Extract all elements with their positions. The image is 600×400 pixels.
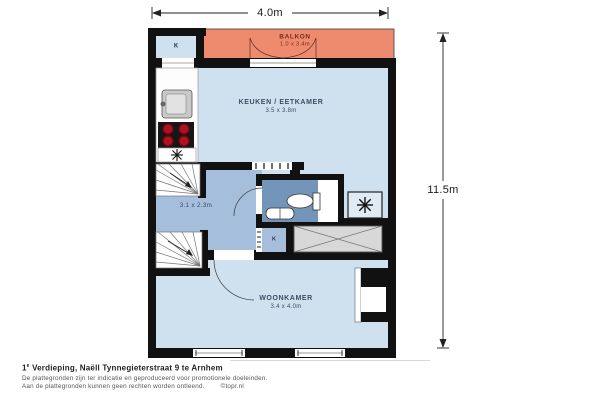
staircase-lower [156,232,202,268]
kitchen-block [156,68,198,162]
footer [22,363,582,392]
faucet-icon [161,102,166,107]
footer-divider [230,360,430,361]
room-label-woonkamer: WOONKAMER 3.4 x 4.0m [259,294,313,310]
plan-title: 1e Verdieping, Naëll Tynnegieterstraat 9 te Arnhem [22,363,223,373]
room-label-hal: 3.1 x 2.3m [179,202,213,210]
livingroom-door [214,250,254,260]
toilet-tank [313,193,320,210]
closet-label-mid: K [272,236,276,243]
bathroom-interior [262,180,338,222]
credit-topr: ©topr.nl [220,383,245,391]
ventilation-unit [348,192,382,218]
boiler-asterisk-icon [171,149,183,161]
staircase-upper [156,164,200,196]
disclaimer-line-2: Aan de plattegronden kunnen geen rechten worden ontleend. [22,383,205,391]
dimension-width-label: 4.0m [254,7,286,19]
room-label-balkon: BALKON 1.0 x 3.4m [279,33,311,48]
dimension-height-label: 11.5m [424,184,461,196]
disclaimer-line-1: De plattegronden zijn ter indicatie en geproduceerd voor promotionele doeleinden. [22,374,268,382]
toilet-icon [287,194,313,208]
closet-mid [256,228,286,252]
chimney-shaft [355,268,396,322]
bathroom-door [256,186,262,214]
ventilation-asterisk-icon [357,197,373,213]
closet-label-top: K [173,43,179,50]
void-area [294,226,382,252]
room-label-keuken: KEUKEN / EETKAMER 3.5 x 3.8m [238,98,324,114]
